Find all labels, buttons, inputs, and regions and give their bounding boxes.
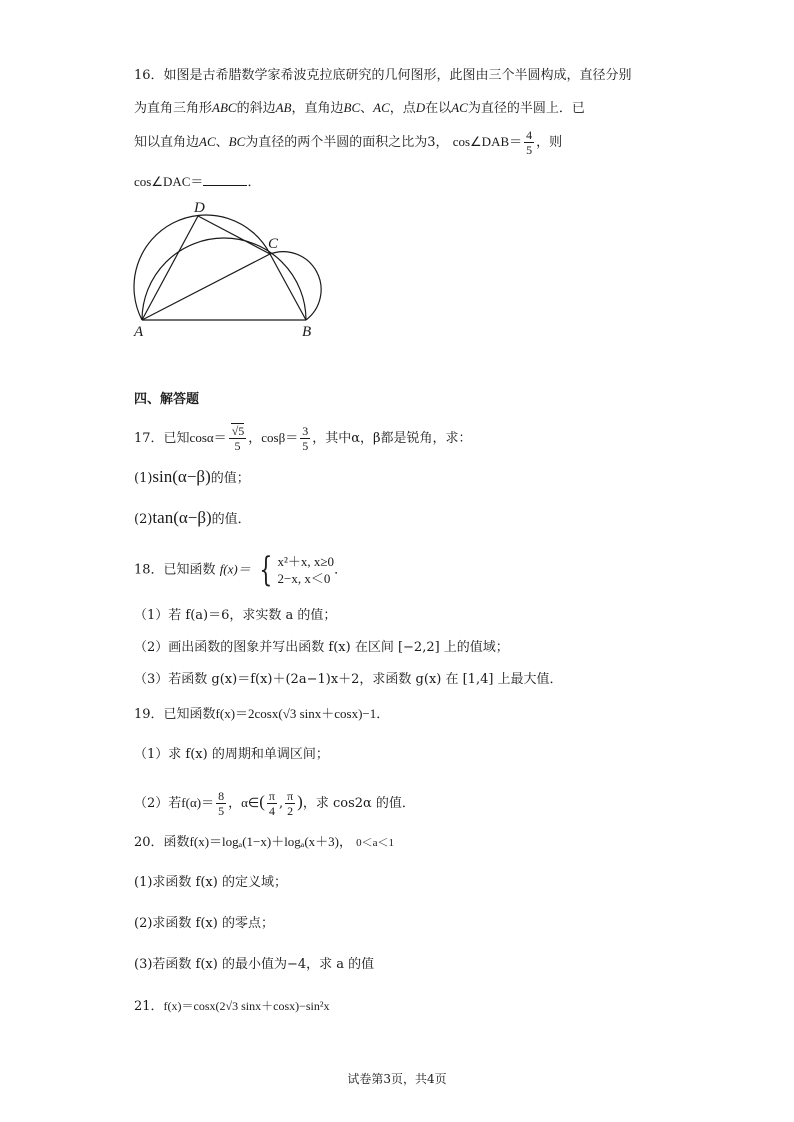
label-a: A bbox=[134, 324, 144, 340]
piecewise-brace: { x²＋x, x≥0 2−x, x＜0 bbox=[259, 550, 335, 590]
q18-part3: （3）若函数 g(x)＝f(x)＋(2a−1)x＋2，求函数 g(x) 在 [1,4] 上最大值． bbox=[134, 672, 563, 687]
q19-part2: （2）若f(α)＝ $\frac{8}{5}$ ，α∈( $\frac{\pi}{4}$ , $\frac{\pi}{2}$ )，求 cos2α 的值． bbox=[134, 789, 415, 818]
label-b: B bbox=[302, 324, 312, 340]
q19-line: 19．已知函数f(x)＝2cosx(√3 sinx＋cosx)−1． bbox=[134, 706, 390, 722]
segment-ad bbox=[142, 216, 198, 320]
q20-part2: (2)求函数 f(x) 的零点； bbox=[134, 916, 274, 931]
q20-line: 20．函数f(x)＝logₐ(1−x)＋logₐ(x＋3)， 0＜a＜1 bbox=[134, 834, 395, 850]
q19-part1: （1）求 f(x) 的周期和单调区间； bbox=[134, 747, 329, 762]
semicircle-ac bbox=[134, 215, 270, 320]
fraction-4-5: $\frac{4}{5}$ bbox=[526, 128, 533, 157]
answer-blank bbox=[203, 173, 247, 186]
label-d: D bbox=[194, 200, 205, 216]
label-c: C bbox=[268, 236, 279, 252]
q21-line: 21．f(x)＝cosx(2√3 sinx＋cosx)−sin²x bbox=[134, 999, 330, 1014]
page-footer: 试卷第3页，共4页 bbox=[347, 1072, 447, 1086]
section-title: 四、解答题 bbox=[134, 392, 200, 407]
q16-line3: 知以直角边AC、BC为直径的两个半圆的面积之比为3， cos∠DAB＝ $\frac{4}{5}$ ，则 bbox=[134, 128, 563, 157]
q18-line: 18．已知函数 f(x)＝ { x²＋x, x≥0 2−x, x＜0 ． bbox=[134, 550, 348, 590]
hippocrates-figure bbox=[130, 200, 360, 345]
q17-part2: (2)tan(α−β)的值． bbox=[134, 508, 251, 527]
semicircle-bc bbox=[270, 252, 321, 320]
q16-line1: 16．如图是古希腊数学家希波克拉底研究的几何图形，此图由三个半圆构成，直径分别 bbox=[134, 68, 632, 83]
segment-bc bbox=[270, 254, 306, 320]
q17-part1: (1)sin(α−β)的值； bbox=[134, 467, 250, 486]
q20-part1: (1)求函数 f(x) 的定义域； bbox=[134, 875, 287, 890]
q20-part3: (3)若函数 f(x) 的最小值为−4，求 a 的值 bbox=[134, 957, 375, 972]
segment-dc bbox=[198, 216, 270, 254]
q16-line4: cos∠DAC＝ ． bbox=[134, 174, 261, 190]
q17-line: 17．已知cosα＝ $\frac{√5}{5}$ ，cosβ＝ $\frac{3}{5}$ ，其中α，β都是锐角，求： bbox=[134, 424, 472, 453]
segment-ac bbox=[142, 254, 270, 320]
q18-part1: （1）若 f(a)＝6，求实数 a 的值； bbox=[134, 608, 337, 623]
q16-line2: 为直角三角形ABC的斜边AB，直角边BC、AC，点D在以AC为直径的半圆上．已 bbox=[134, 100, 585, 116]
q18-part2: （2）画出函数的图象并写出函数 f(x) 在区间 [−2,2] 上的值域； bbox=[134, 640, 509, 655]
